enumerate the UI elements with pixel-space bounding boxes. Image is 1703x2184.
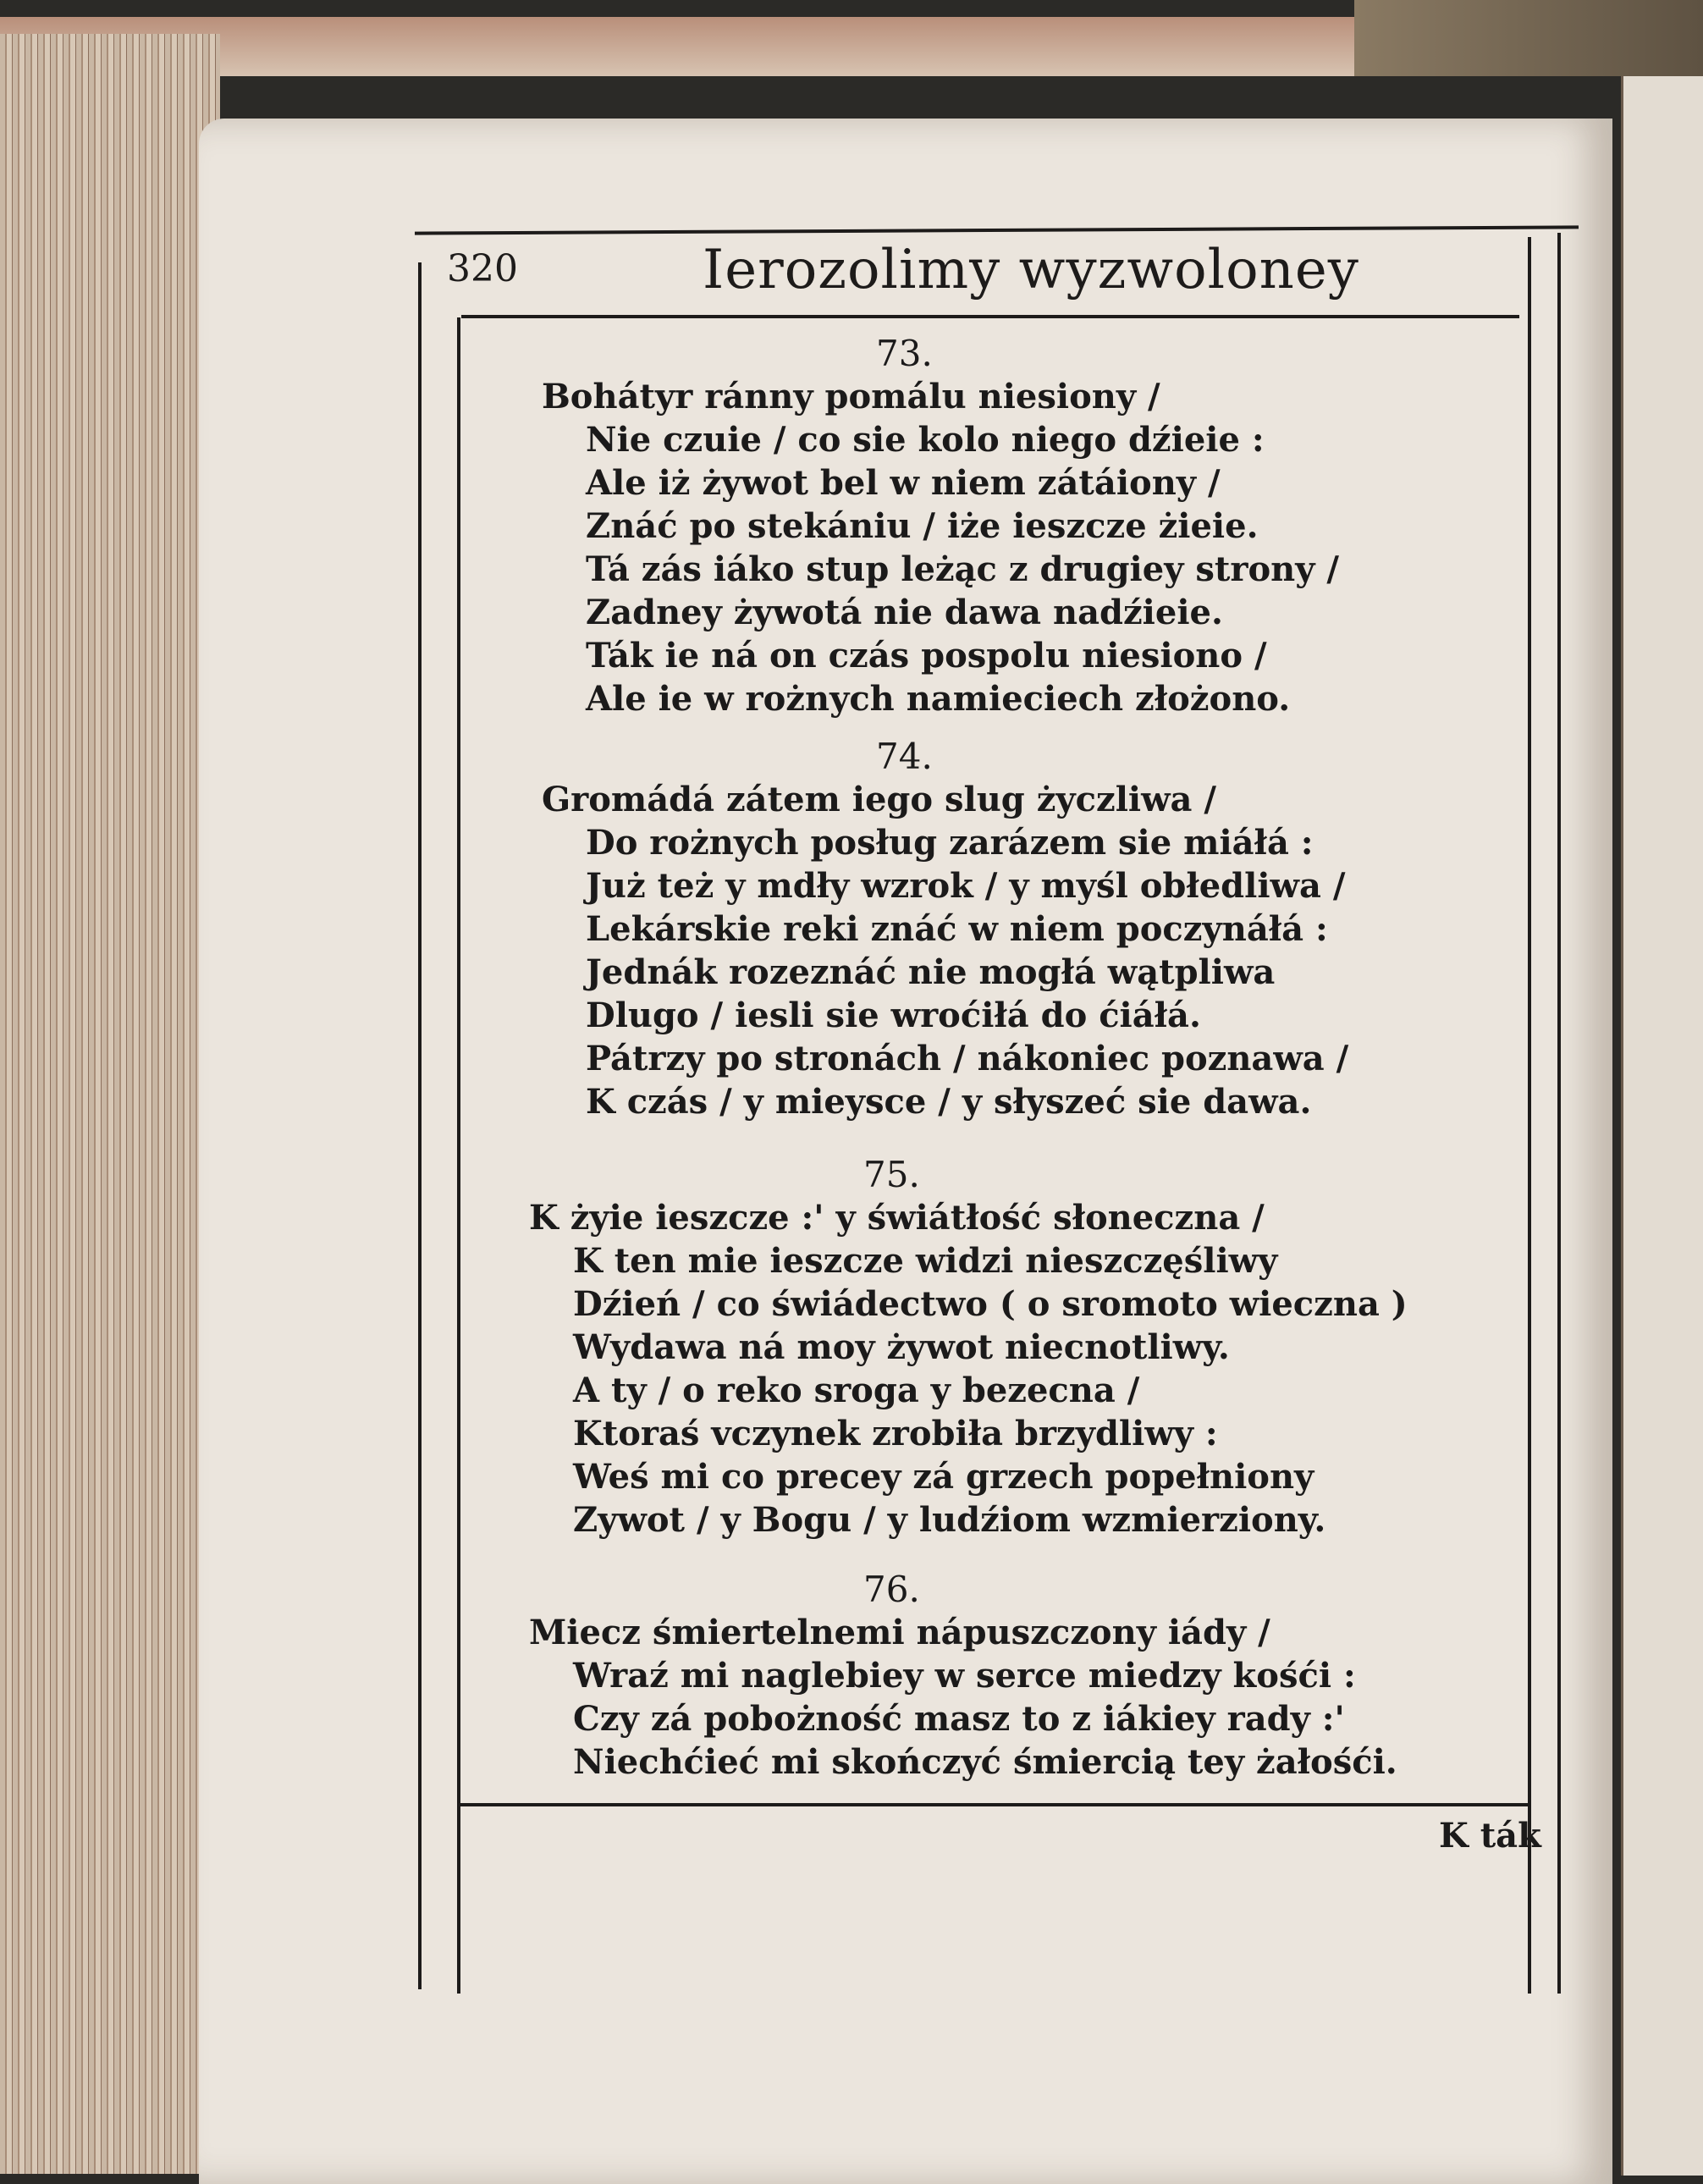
verse-line: Dźień / co świádectwo ( o sromoto wieczna ) (573, 1284, 1408, 1324)
verse-line: K ten mie ieszcze widzi nieszczęśliwy (573, 1241, 1278, 1281)
verse-line: Ale ie w rożnych namieciech złożono. (586, 679, 1291, 719)
verse-line: Weś mi co precey zá grzech popełniony (573, 1457, 1314, 1497)
stanza-73 (542, 332, 1557, 720)
verse-line: Wydawa ná moy żywot niecnotliwy. (573, 1327, 1230, 1367)
verse-line: Bohátyr ránny pomálu niesiony / (542, 377, 1160, 416)
verse-line: Ktoraś vczynek zrobiła brzydliwy : (573, 1414, 1218, 1453)
stanza-number: 73. (876, 333, 933, 374)
frame-right-outer (1557, 233, 1561, 1994)
frame-left-inner (457, 317, 460, 1994)
running-title: Ierozolimy wyzwoloney (703, 239, 1359, 301)
page-edges (0, 34, 220, 2174)
verse-line: Ták ie ná on czás pospolu niesiono / (586, 636, 1267, 676)
stanza-number: 76. (863, 1569, 920, 1610)
verse-line: Gromádá zátem iego slug życzliwa / (542, 780, 1216, 819)
verse-line: Niechćieć mi skończyć śmiercią tey żałośći. (573, 1742, 1397, 1782)
facing-page (1621, 76, 1703, 2176)
verse-line: Już też y mdły wzrok / y myśl obłedliwa / (586, 866, 1346, 906)
verse-line: Pátrzy po stronách / nákoniec poznawa / (586, 1039, 1349, 1078)
verse-line: Do rożnych posług zarázem sie miáłá : (586, 823, 1314, 863)
verse-line: Wraź mi naglebiey w serce miedzy kośći : (573, 1656, 1356, 1696)
verse-line: Zywot / y Bogu / y ludźiom wzmierziony. (573, 1500, 1326, 1540)
stanza-75 (529, 1153, 1545, 1541)
stanza-74 (542, 735, 1557, 1123)
catchword: K ták (1439, 1816, 1541, 1856)
verse-line: Znáć po stekániu / iże ieszcze żieie. (586, 506, 1259, 546)
verse-line: K żyie ieszcze :' y świátłość słoneczna / (529, 1198, 1265, 1238)
verse-line: Miecz śmiertelnemi nápuszczony iády / (529, 1613, 1270, 1652)
page-number: 320 (447, 247, 518, 290)
verse-line: K czás / y mieysce / y słyszeć sie dawa. (586, 1082, 1312, 1122)
stanza-number: 75. (863, 1154, 920, 1195)
stanza-76 (529, 1568, 1545, 1784)
verse-line: Tá zás iáko stup leżąc z drugiey strony / (586, 549, 1339, 589)
stanza-number: 74. (876, 736, 933, 777)
verse-line: Ale iż żywot bel w niem zátáiony / (586, 463, 1221, 503)
verse-line: Nie czuie / co sie kolo niego dźieie : (586, 420, 1265, 460)
verse-line: Zadney żywotá nie dawa nadźieie. (586, 593, 1223, 632)
verse-line: Jednák rozeznáć nie mogłá wątpliwa (586, 952, 1276, 992)
verse-line: Dlugo / iesli sie wroćiłá do ćiáłá. (586, 995, 1201, 1035)
footer-rule (457, 1803, 1528, 1806)
verse-line: A ty / o reko sroga y bezecna / (573, 1371, 1140, 1410)
book-spine (1354, 0, 1703, 76)
header-bottom-rule (461, 315, 1519, 318)
verse-line: Lekárskie reki znáć w niem poczynáłá : (586, 909, 1328, 949)
frame-left-outer (418, 262, 422, 1989)
verse-line: Czy zá pobożność masz to z iákiey rady :' (573, 1699, 1345, 1739)
